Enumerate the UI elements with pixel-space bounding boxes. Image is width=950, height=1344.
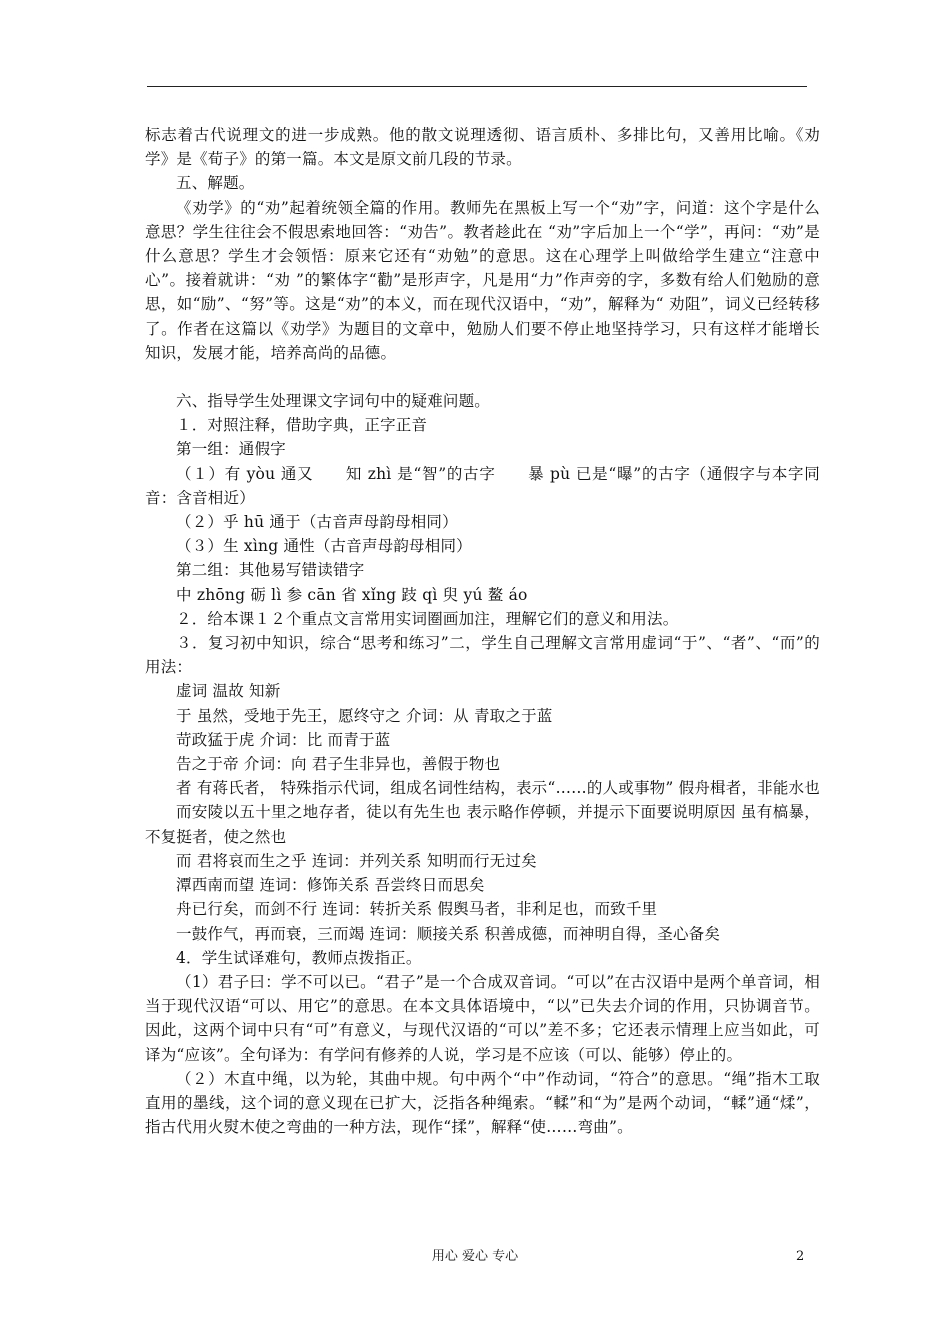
paragraph-gap [145,365,820,389]
paragraph: 《劝学》的“劝”起着统领全篇的作用。教师先在黑板上写一个“劝”字，问道：这个字是什么意思？学生往往会不假思索地回答：“劝告”。教者趁此在 “劝”字后加上一个“学”，再问：“劝”是什么意思？学生才会领悟：原来它还有“劝勉”的意思。这在心理学上叫做给学生建立“注意中心”。接着就讲：“劝 ”的繁体字“勸”是形声字，凡是用“力”作声旁的字，多数有给人们勉励的意思，如“励”、“努”等。这是“劝”的本义，而在现代汉语中，“劝”，解释为“ 劝阻”，词义已经转移了。作者在这篇以《劝学》为题目的文章中，勉励人们要不停止地坚持学习，只有这样才能增长知识，发展才能，培养高尚的品德。 [145,198,820,362]
paragraph: 潭西南而望 连词：修饰关系 吾尝终日而思矣 [176,876,485,895]
footer-text: 用心 爱心 专心 [431,1249,519,1264]
paragraph: （２）木直中绳，以为轮，其曲中规。句中两个“中”作动词，“符合”的意思。“绳”指木工取直用的墨线，这个词的意义现在已扩大，泛指各种绳索。“輮”和“为”是两个动词，“輮”通“煣”，指古代用火熨木使之弯曲的一种方法，现作“揉”，解释“使……弯曲”。 [145,1069,820,1137]
paragraph: 五、解题。 [176,174,255,193]
paragraph: 虚词 温故 知新 [176,682,281,701]
paragraph: 第二组：其他易写错读错字 [176,561,365,580]
paragraph: 一鼓作气，再而衰，三而竭 连词：顺接关系 积善成德，而神明自得，圣心备矣 [176,924,721,943]
paragraph: 舟已行矣，而剑不行 连词：转折关系 假舆马者，非利足也，而致千里 [176,900,658,919]
paragraph: 于 虽然，受地于先王，愿终守之 介词：从 青取之于蓝 [176,706,553,725]
paragraph: 4．学生试译难句，教师点拨指正。 [176,948,422,967]
paragraph: （３）生 xìng 通性（古音声母韵母相同） [176,537,472,556]
paragraph: 而 君将哀而生之乎 连词：并列关系 知明而行无过矣 [176,851,537,870]
paragraph: 苛政猛于虎 介词：比 而青于蓝 [176,730,391,749]
page-number: 2 [796,1249,805,1264]
paragraph: （２）乎 hū 通于（古音声母韵母相同） [176,513,458,532]
page-body [145,123,820,1139]
header-rule [147,86,807,87]
paragraph: （1）君子曰：学不可以已。“君子”是一个合成双音词。“可以”在古汉语中是两个单音词，相当于现代汉语“可以、用它”的意思。在本文具体语境中，“以”已失去介词的作用，只协调音节。因此，这两个词中只有“可”有意义，与现代汉语的“可以”差不多；它还表示情理上应当如此，可译为“应该”。全句译为：有学问有修养的人说，学习是不应该（可以、能够）停止的。 [145,972,820,1064]
paragraph: ２．给本课１２个重点文言常用实词圈画加注，理解它们的意义和用法。 [176,609,679,628]
paragraph: 而安陵以五十里之地存者，徒以有先生也 表示略作停顿，并提示下面要说明原因 虽有槁暴，不复挺者，使之然也 [145,803,820,846]
paragraph: 六、指导学生处理课文字词句中的疑难问题。 [176,392,491,411]
paragraph: 告之于帝 介词：向 君子生非异也，善假于物也 [176,755,501,774]
paragraph: 第一组：通假字 [176,440,286,459]
paragraph: 中 zhōng 砺 lì 参 cān 省 xǐng 跂 qì 臾 yú 鳌 áo [176,585,528,604]
paragraph: 标志着古代说理文的进一步成熟。他的散文说理透彻、语言质朴、多排比句，又善用比喻。《劝学》是《荀子》的第一篇。本文是原文前几段的节录。 [145,126,820,169]
paragraph: ３．复习初中知识，综合“思考和练习”二，学生自己理解文言常用虚词“于”、“者”、“而”的用法： [145,634,820,677]
paragraph: １．对照注释，借助字典，正字正音 [176,416,428,435]
paragraph: 者 有蒋氏者， 特殊指示代词，组成名词性结构，表示“……的人或事物” 假舟楫者，非能水也 [176,779,820,798]
paragraph: （１）有 yòu 通又 知 zhì 是“智”的古字 暴 pù 已是“曝”的古字（通假字与本字同音：含音相近） [145,464,820,507]
